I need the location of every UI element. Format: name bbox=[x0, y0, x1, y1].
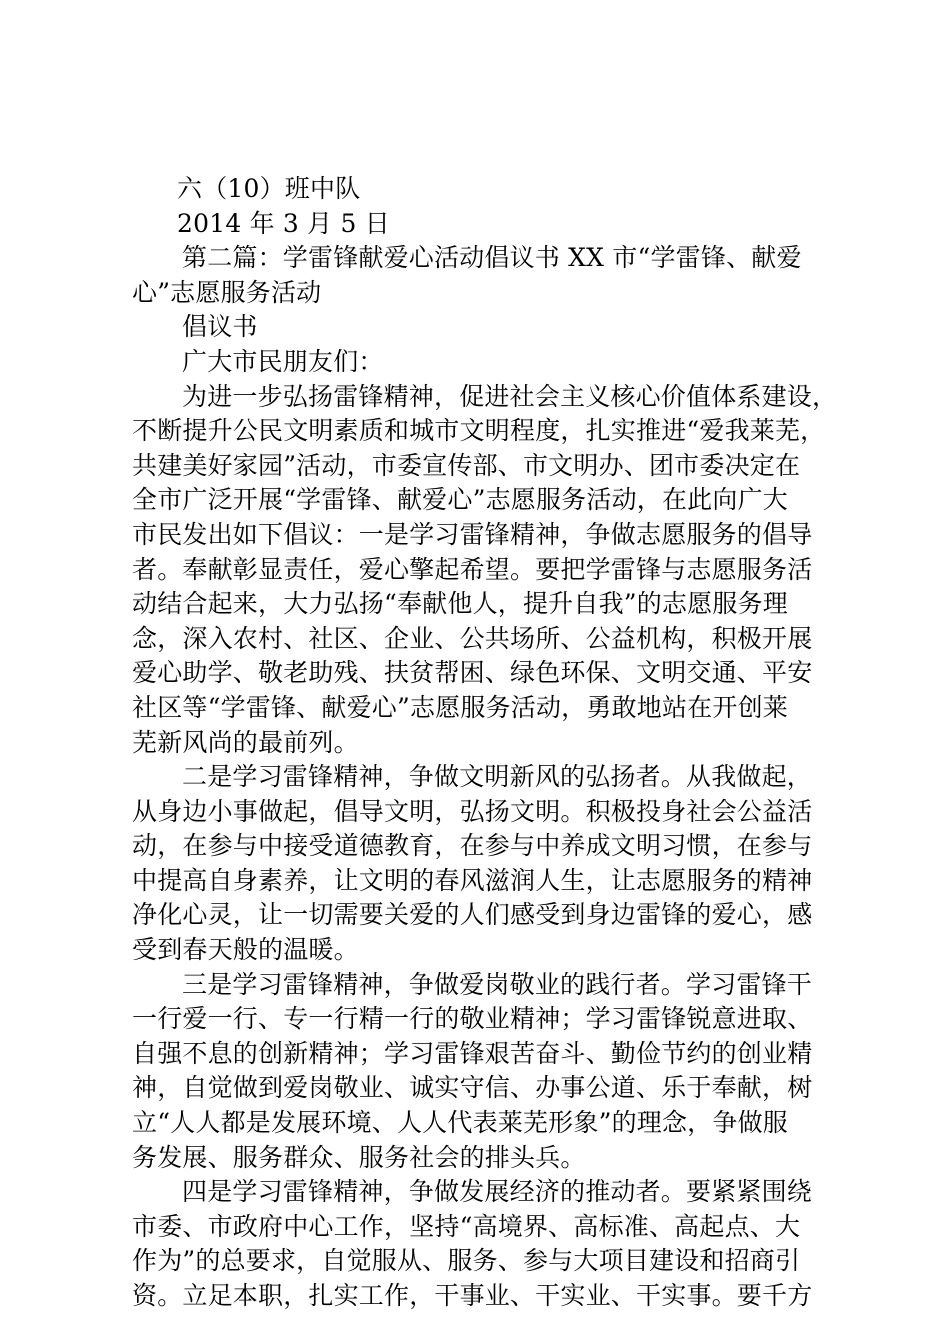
paragraph-line: 四是学习雷锋精神，争做发展经济的推动者。要紧紧围绕 bbox=[182, 1177, 813, 1207]
heading-line-2: 心”志愿服务活动 bbox=[132, 277, 322, 307]
paragraph-line: 共建美好家园”活动，市委宣传部、市文明办、团市委决定在 bbox=[132, 450, 801, 480]
salutation: 广大市民朋友们： bbox=[182, 346, 384, 376]
document-page bbox=[132, 172, 838, 1314]
paragraph-line: 全市广泛开展“学雷锋、献爱心”志愿服务活动，在此向广大 bbox=[132, 485, 788, 515]
paragraph-line: 神，自觉做到爱岗敬业、诚实守信、办事公道、乐于奉献，树 bbox=[132, 1073, 813, 1103]
paragraph-line: 中提高自身素养，让文明的春风滋润人生，让志愿服务的精神 bbox=[132, 865, 813, 895]
class-squad-line: 六（10）班中队 bbox=[177, 174, 361, 203]
paragraph-3 bbox=[132, 968, 832, 1176]
paragraph-line: 者。奉献彰显责任，爱心擎起希望。要把学雷锋与志愿服务活 bbox=[132, 554, 813, 584]
paragraph-4 bbox=[132, 1175, 832, 1313]
paragraph-line: 立“人人都是发展环境、人人代表莱芜形象”的理念，争做服 bbox=[132, 1108, 788, 1138]
paragraph-line: 为进一步弘扬雷锋精神，促进社会主义核心价值体系建设， bbox=[182, 381, 838, 411]
paragraph-line: 不断提升公民文明素质和城市文明程度，扎实推进“爱我莱芜， bbox=[132, 416, 826, 446]
paragraph-line: 动，在参与中接受道德教育，在参与中养成文明习惯，在参与 bbox=[132, 831, 813, 861]
heading-line-1: 第二篇：学雷锋献爱心活动倡议书 XX 市“学雷锋、献爱 bbox=[182, 243, 802, 273]
paragraph-line: 市民发出如下倡议：一是学习雷锋精神，争做志愿服务的倡导 bbox=[132, 519, 813, 549]
paragraph-line: 资。立足本职，扎实工作，干事业、干实业、干实事。要千方 bbox=[132, 1281, 813, 1310]
paragraph-line: 念，深入农村、社区、企业、公共场所、公益机构，积极开展 bbox=[132, 623, 813, 653]
paragraph-1 bbox=[132, 380, 838, 761]
paragraph-line: 三是学习雷锋精神，争做爱岗敬业的践行者。学习雷锋干 bbox=[182, 969, 813, 999]
paragraph-line: 净化心灵，让一切需要关爱的人们感受到身边雷锋的爱心，感 bbox=[132, 900, 813, 930]
paragraph-2 bbox=[132, 760, 832, 968]
paragraph-line: 社区等“学雷锋、献爱心”志愿服务活动，勇敢地站在开创莱 bbox=[132, 692, 788, 722]
paragraph-line: 作为”的总要求，自觉服从、服务、参与大项目建设和招商引 bbox=[132, 1246, 801, 1276]
paragraph-line: 动结合起来，大力弘扬“奉献他人，提升自我”的志愿服务理 bbox=[132, 589, 788, 619]
paragraph-line: 自强不息的创新精神；学习雷锋艰苦奋斗、勤俭节约的创业精 bbox=[132, 1038, 813, 1068]
paragraph-line: 市委、市政府中心工作，坚持“高境界、高标准、高起点、大 bbox=[132, 1211, 801, 1241]
date-line: 2014 年 3 月 5 日 bbox=[177, 208, 390, 238]
paragraph-line: 爱心助学、敬老助残、扶贫帮困、绿色环保、文明交通、平安 bbox=[132, 658, 813, 688]
subtitle: 倡议书 bbox=[182, 312, 258, 342]
paragraph-line: 二是学习雷锋精神，争做文明新风的弘扬者。从我做起， bbox=[182, 762, 813, 792]
paragraph-line: 务发展、服务群众、服务社会的排头兵。 bbox=[132, 1142, 586, 1172]
paragraph-line: 芜新风尚的最前列。 bbox=[132, 727, 359, 757]
paragraph-line: 从身边小事做起，倡导文明，弘扬文明。积极投身社会公益活 bbox=[132, 796, 813, 826]
paragraph-line: 一行爱一行、专一行精一行的敬业精神；学习雷锋锐意进取、 bbox=[132, 1004, 813, 1034]
paragraph-line: 受到春天般的温暖。 bbox=[132, 935, 359, 965]
